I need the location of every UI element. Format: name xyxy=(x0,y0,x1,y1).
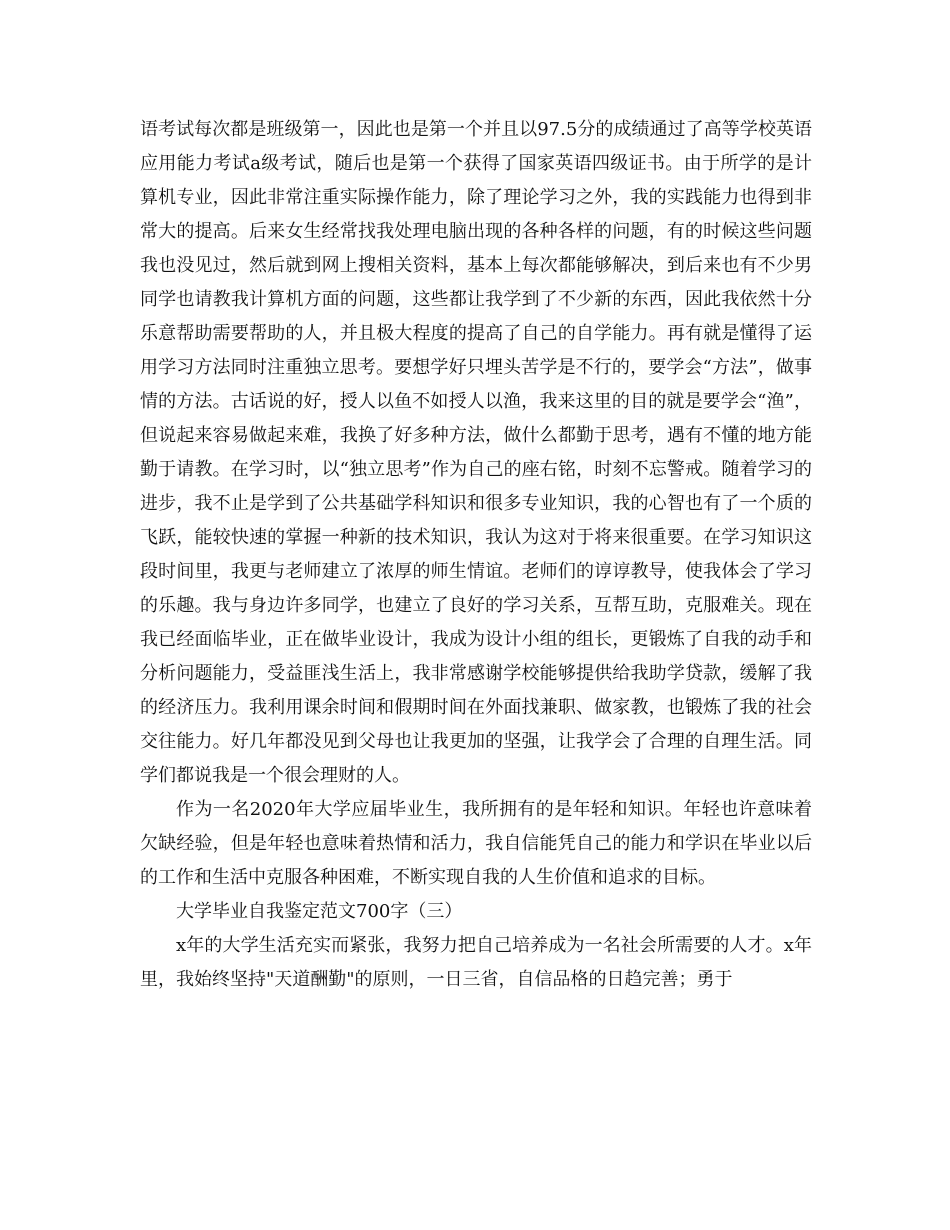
section-heading: 大学毕业自我鉴定范文700字（三） xyxy=(176,901,463,922)
paragraph-study-experience: 语考试每次都是班级第一，因此也是第一个并且以97.5分的成绩通过了高等学校英语应用能力考试a级考试，随后也是第一个获得了国家英语四级证书。由于所学的是计算机专业，因此非常注重实际操作能力，除了理论学习之外，我的实践能力也得到非常大的提高。后来女生经常找我处理电脑出现的各种各样的问题，有的时候这些问题我也没见过，然后就到网上搜相关资料，基本上每次都能够解决，到后来也有不少男同学也请教我计算机方面的问题，这些都让我学到了不少新的东西，因此我依然十分乐意帮助需要帮助的人，并且极大程度的提高了自己的自学能力。再有就是懂得了运用学习方法同时注重独立思考。要想学好只埋头苦学是不行的，要学会“方法”，做事情的方法。古话说的好，授人以鱼不如授人以渔，我来这里的目的就是要学会“渔”，但说起来容易做起来难，我换了好多种方法，做什么都勤于思考，遇有不懂的地方能勤于请教。在学习时，以“独立思考”作为自己的座右铭，时刻不忘警戒。随着学习的进步，我不止是学到了公共基础学科知识和很多专业知识，我的心智也有了一个质的飞跃，能较快速的掌握一种新的技术知识，我认为这对于将来很重要。在学习知识这段时间里，我更与老师建立了浓厚的师生情谊。老师们的谆谆教导，使我体会了学习的乐趣。我与身边许多同学，也建立了良好的学习关系，互帮互助，克服难关。现在我已经面临毕业，正在做毕业设计，我成为设计小组的组长，更锻炼了自我的动手和分析问题能力，受益匪浅生活上，我非常感谢学校能够提供给我助学贷款，缓解了我的经济压力。我利用课余时间和假期时间在外面找兼职、做家教，也锻炼了我的社会交往能力。好几年都没见到父母也让我更加的坚强，让我学会了合理的自理生活。同学们都说我是一个很会理财的人。 xyxy=(140,119,812,786)
document-body xyxy=(140,113,812,997)
paragraph-graduate-outlook: 作为一名2020年大学应届毕业生，我所拥有的是年轻和知识。年轻也许意味着欠缺经验，但是年轻也意味着热情和活力，我自信能凭自己的能力和学识在毕业以后的工作和生活中克服各种困难，不断实现自我的人生价值和追求的目标。 xyxy=(140,799,812,888)
paragraph-college-life: x年的大学生活充实而紧张，我努力把自己培养成为一名社会所需要的人才。x年里，我始终坚持"天道酬勤"的原则，一日三省，自信品格的日趋完善；勇于 xyxy=(140,935,812,990)
